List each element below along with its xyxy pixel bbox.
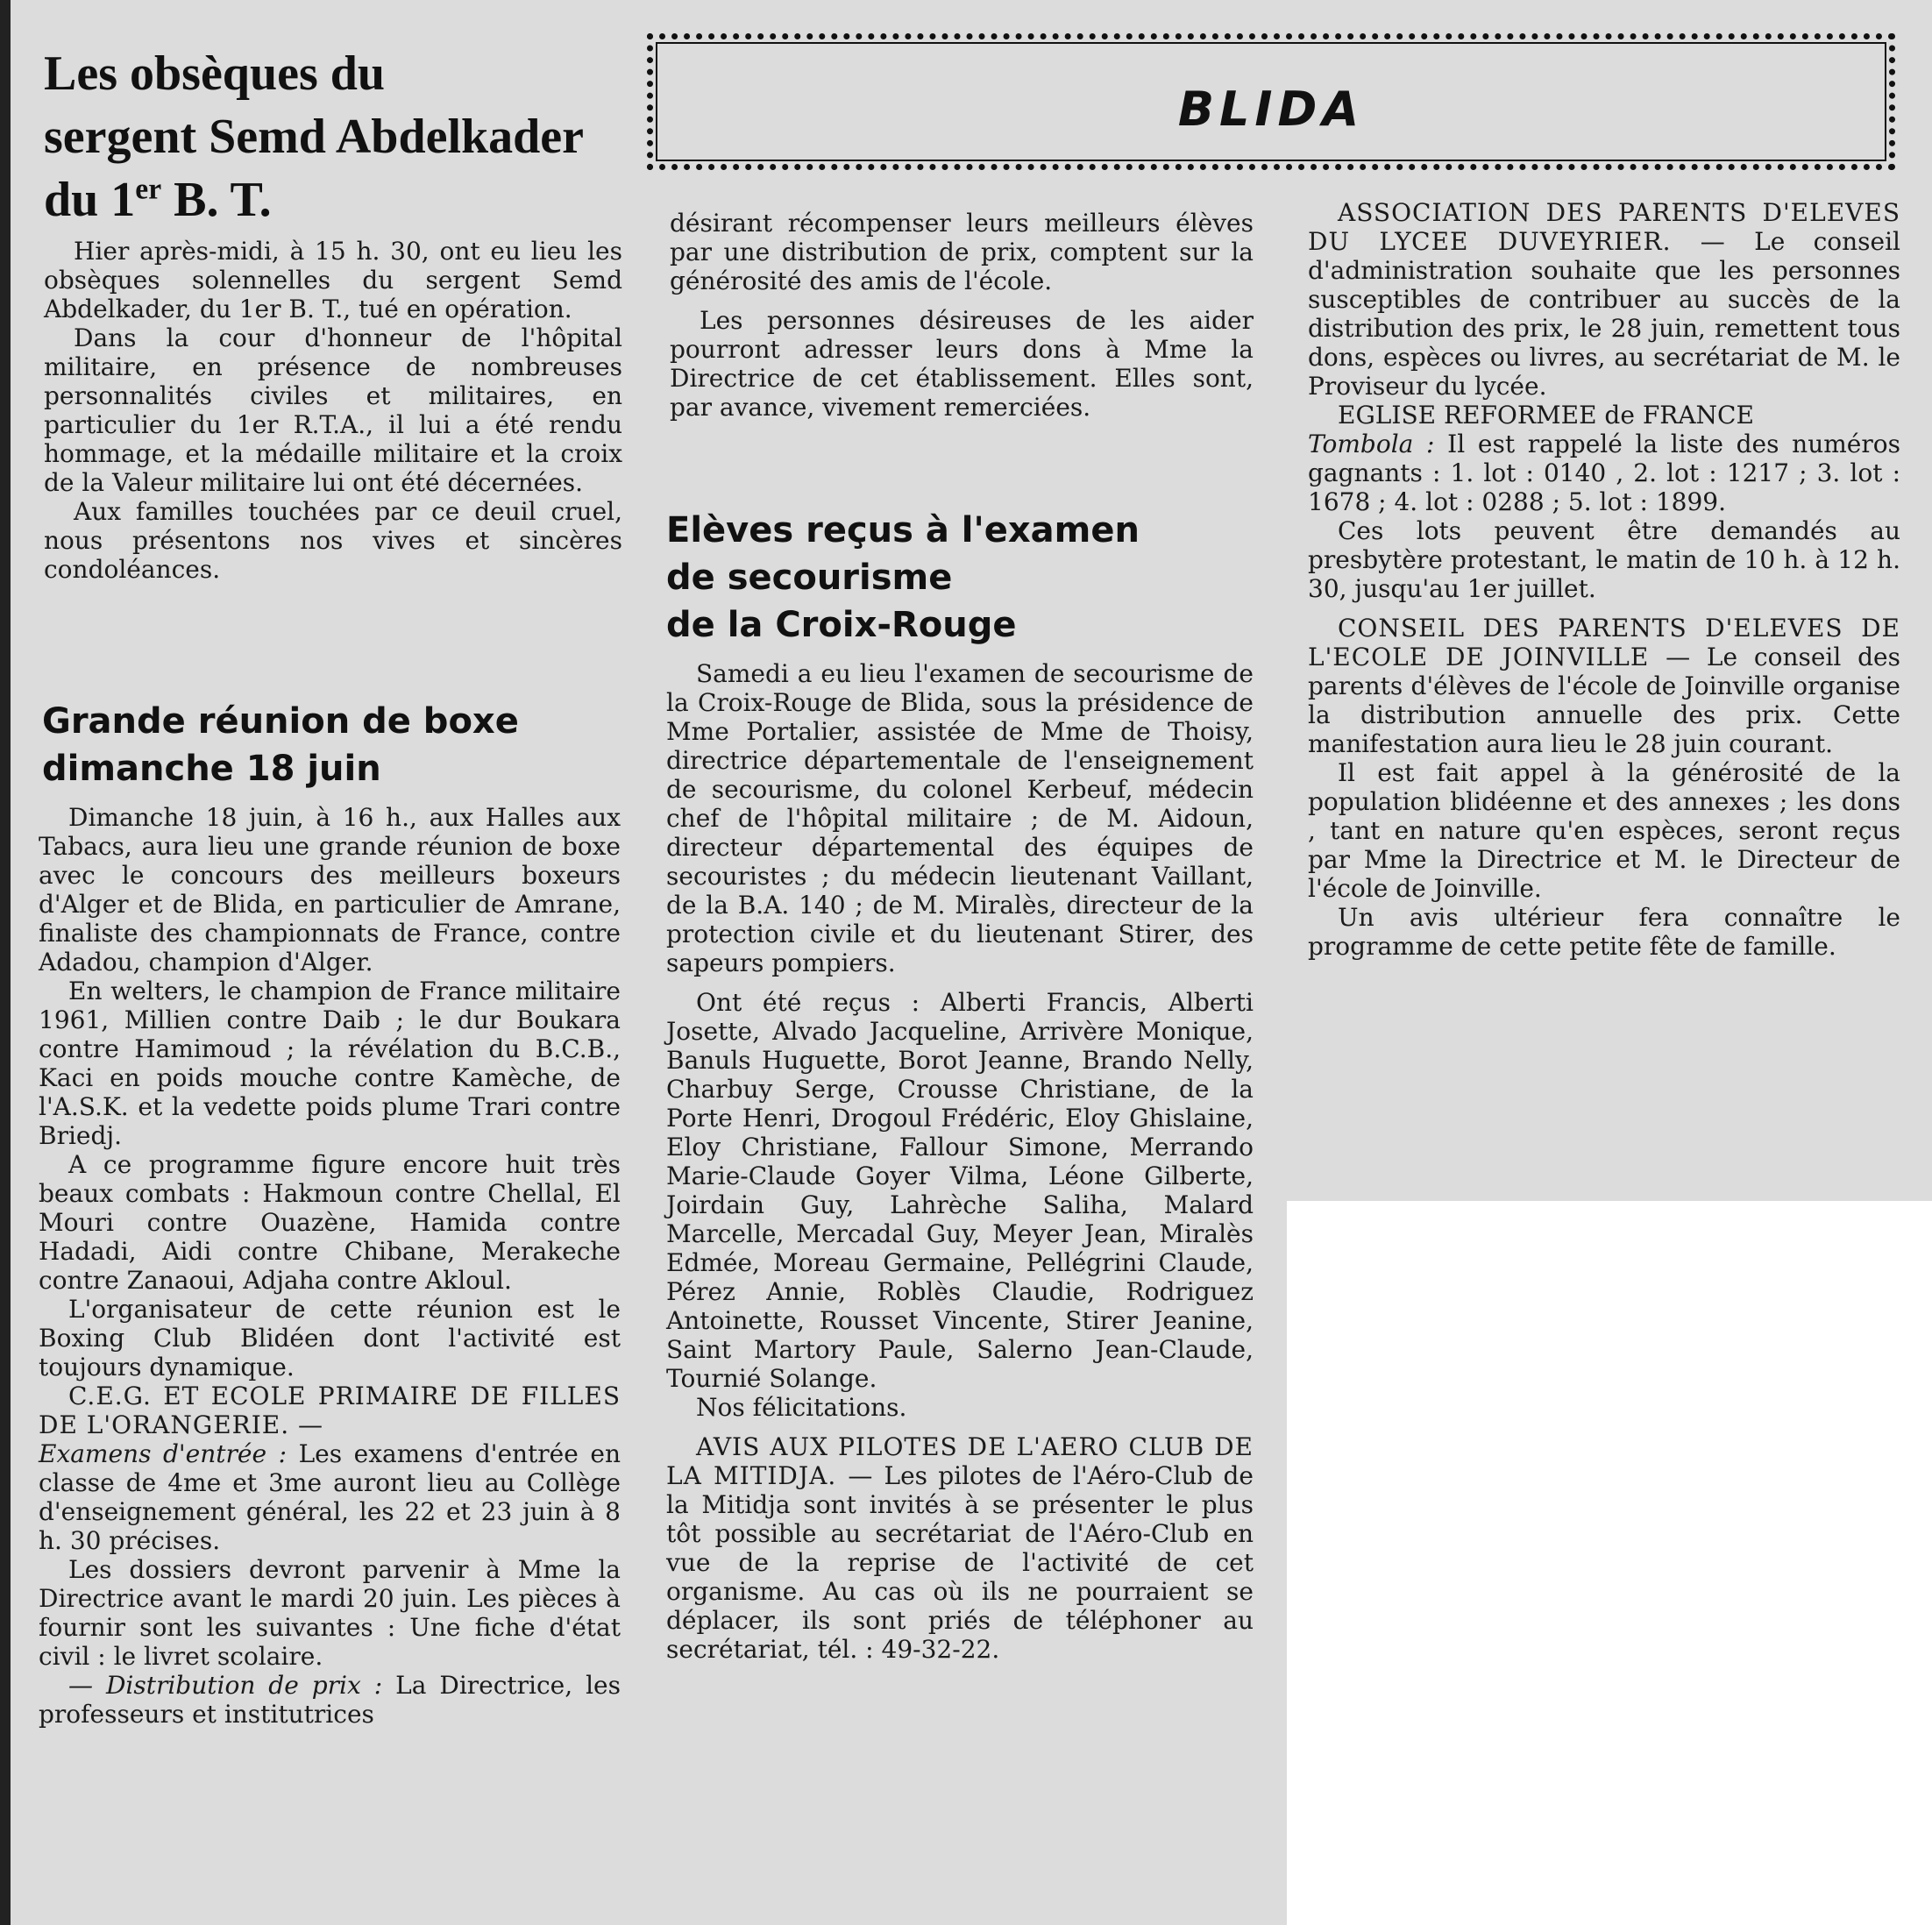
paragraph: Les dossiers devront parvenir à Mme la Directrice avant le mardi 20 juin. Les pièces à fournir sont les suivantes : Une fiche d'état civil : le livret scolaire. (39, 1555, 621, 1671)
article-4-body (666, 659, 1254, 1664)
paragraph: EGLISE REFORMEE de FRANCE (1338, 401, 1754, 430)
section-header-box (647, 33, 1895, 170)
paragraph: — Distribution de prix : La Directrice, les professeurs et institutrices (39, 1671, 621, 1729)
headline-line: Les obsèques du (44, 46, 386, 101)
paragraph: Dimanche 18 juin, à 16 h., aux Halles aux Tabacs, aura lieu une grande réunion de boxe avec le concours des meilleurs boxeurs d'Alger et de Blida, en particulier de Amrane, finaliste des championnats de France, contre Adadou, champion d'Alger. (39, 803, 621, 977)
paragraph: A ce programme figure encore huit très beaux combats : Hakmoun contre Chellal, El Mouri contre Ouazène, Hamida contre Hadadi, Aidi contre Chibane, Merakeche contre Zanaoui, Adjaha contre Akloul. (39, 1150, 621, 1295)
headline-line: dimanche 18 juin (42, 749, 381, 789)
paragraph: Dans la cour d'honneur de l'hôpital militaire, en présence de nombreuses personnalités civiles et militaires, en particulier du 1er R.T.A., il lui a été rendu hommage, et la médaille militaire et la croix de la Valeur militaire lui ont été décernées. (44, 323, 622, 497)
headline-line: du 1er B. T. (44, 173, 272, 227)
paragraph: Nos félicitations. (696, 1393, 907, 1422)
article-4-headline (666, 507, 1250, 649)
paragraph: L'organisateur de cette réunion est le Boxing Club Blidéen dont l'activité est toujours dynamique. (39, 1295, 621, 1382)
paragraph: Aux familles touchées par ce deuil cruel, nous présentons nos vives et sincères condoléances. (44, 497, 622, 584)
paragraph: ASSOCIATION DES PARENTS D'ELEVES DU LYCEE DUVEYRIER. — Le conseil d'administration souhaite que les personnes susceptibles de contribuer au succès de la distribution des prix, le 28 juin, remettent tous dons, espèces ou livres, au secrétariat de M. le Proviseur du lycée. (1308, 198, 1900, 401)
section-title: BLIDA (1177, 82, 1365, 137)
paragraph: Samedi a eu lieu l'examen de secourisme de la Croix-Rouge de Blida, sous la présidence de Mme Portalier, assistée de Mme de Thoisy, directrice départementale de l'enseignement de secourisme, du colonel Kerbeuf, médecin chef de l'hôpital militaire ; de M. Aidoun, directeur départemental des équipes de secouristes ; du médecin lieutenant Vaillant, de la B.A. 140 ; de M. Miralès, directeur de la protection civile et du lieutenant Stirer, des sapeurs pompiers. (666, 659, 1254, 977)
headline-line: de secourisme (666, 558, 953, 598)
paragraph: Tombola : Il est rappelé la liste des numéros gagnants : 1. lot : 0140 , 2. lot : 1217 ; 3. lot : 1678 ; 4. lot : 0288 ; 5. lot : 1899. (1308, 430, 1900, 516)
article-2-body (39, 803, 621, 1729)
article-1-headline (44, 42, 622, 231)
article-2-headline (42, 698, 621, 792)
headline-line: Elèves reçus à l'examen (666, 510, 1140, 551)
article-1-body (44, 237, 622, 584)
paragraph: désirant récompenser leurs meilleurs élèves par une distribution de prix, comptent sur la générosité des amis de l'école. (670, 209, 1254, 295)
paragraph: En welters, le champion de France militaire 1961, Millien contre Daib ; le dur Boukara contre Hamimoud ; la révélation du B.C.B., Kaci en poids mouche contre Kamèche, de l'A.S.K. et la vedette poids plume Trari contre Briedj. (39, 977, 621, 1150)
paragraph: CONSEIL DES PARENTS D'ELEVES DE L'ECOLE DE JOINVILLE — Le conseil des parents d'élèves de l'école de Joinville organise la distribution annuelle des prix. Cette manifestation aura lieu le 28 juin courant. (1308, 614, 1900, 758)
paragraph: Ces lots peuvent être demandés au presbytère protestant, le matin de 10 h. à 12 h. 30, jusqu'au 1er juillet. (1308, 516, 1900, 603)
paragraph: C.E.G. ET ECOLE PRIMAIRE DE FILLES DE L'ORANGERIE. — (39, 1382, 621, 1439)
headline-line: sergent Semd Abdelkader (44, 110, 584, 164)
paragraph: Examens d'entrée : Les examens d'entrée en classe de 4me et 3me auront lieu au Collège d'enseignement général, les 22 et 23 juin à 8 h. 30 précises. (39, 1439, 621, 1555)
paragraph: Un avis ultérieur fera connaître le programme de cette petite fête de famille. (1308, 903, 1900, 961)
blank-area (1287, 1201, 1932, 1925)
paragraph: Les personnes désireuses de les aider pourront adresser leurs dons à Mme la Directrice de cet établissement. Elles sont, par avance, vivement remerciées. (670, 306, 1254, 422)
headline-line: Grande réunion de boxe (42, 701, 519, 742)
paragraph: Il est fait appel à la générosité de la population blidéenne et des annexes ; les dons , tant en nature qu'en espèces, seront reçus par Mme la Directrice et M. le Directeur de l'école de Joinville. (1308, 758, 1900, 903)
paragraph: AVIS AUX PILOTES DE L'AERO CLUB DE LA MITIDJA. — Les pilotes de l'Aéro-Club de la Mitidja sont invités à se présenter le plus tôt possible au secrétariat de l'Aéro-Club en vue de la reprise de l'activité de cet organisme. Au cas où ils ne pourraient se déplacer, ils sont priés de téléphoner au secrétariat, tél. : 49-32-22. (666, 1432, 1254, 1664)
column-3-body (1308, 198, 1900, 961)
paragraph: Ont été reçus : Alberti Francis, Alberti Josette, Alvado Jacqueline, Arrivère Monique, Banuls Huguette, Borot Jeanne, Brando Nelly, Charbuy Serge, Crousse Christiane, de la Porte Henri, Drogoul Frédéric, Eloy Ghislaine, Eloy Christiane, Fallour Simone, Merrando Marie-Claude Goyer Vilma, Léone Gilberte, Joirdain Guy, Lahrèche Saliha, Malard Marcelle, Mercadal Guy, Meyer Jean, Miralès Edmée, Moreau Germaine, Pellégrini Claude, Pérez Annie, Roblès Claudie, Rodriguez Antoinette, Rousset Vincente, Stirer Jeanine, Saint Martory Paule, Salerno Jean-Claude, Tournié Solange. (666, 988, 1254, 1393)
paragraph: Hier après-midi, à 15 h. 30, ont eu lieu les obsèques solennelles du sergent Semd Abdelkader, du 1er B. T., tué en opération. (44, 237, 622, 323)
article-3-continuation (670, 209, 1254, 422)
headline-line: de la Croix-Rouge (666, 605, 1017, 645)
